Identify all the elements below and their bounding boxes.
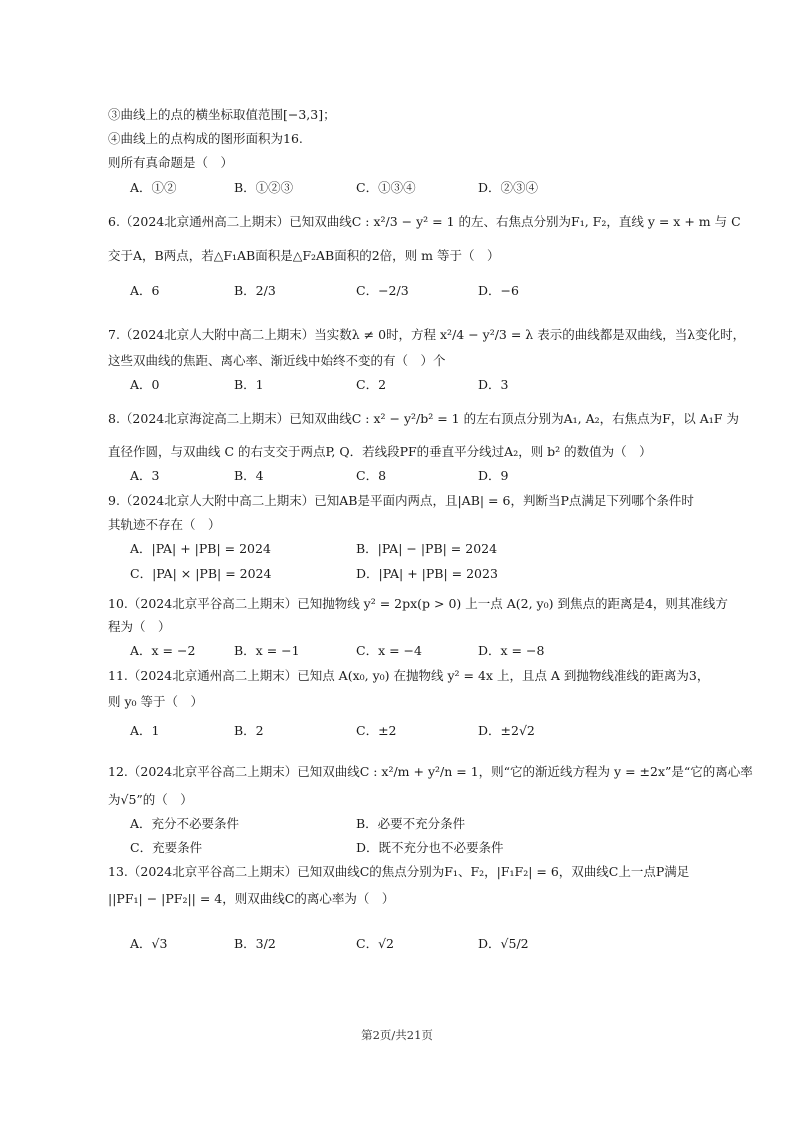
option-c: C．充要条件 [130,840,203,855]
option-b: B．①②③ [234,180,294,195]
option-a: A．①② [130,180,177,195]
option-b: B．3/2 [234,936,276,951]
text-line-l2: ④曲线上的点构成的图形面积为16. [108,131,303,146]
text-line-q7a: 7.（2024北京人大附中高二上期末）当实数λ ≠ 0时，方程 x²/4 − y²/3 = λ 表示的曲线都是双曲线，当λ变化时， [108,327,746,342]
option-d: D．±2√2 [478,723,535,738]
option-b: B．必要不充分条件 [356,816,466,831]
option-c: C．√2 [356,936,394,951]
option-a: A．充分不必要条件 [130,816,240,831]
text-line-q8a: 8.（2024北京海淀高二上期末）已知双曲线C : x² − y²/b² = 1 的左右顶点分别为A₁, A₂，右焦点为F，以 A₁F 为 [108,411,739,426]
option-d: D．9 [478,468,509,483]
text-line-q12a: 12.（2024北京平谷高二上期末）已知双曲线C : x²/m + y²/n = 1，则“它的渐近线方程为 y = ±2x”是“它的离心率 [108,764,753,779]
option-c: C．①③④ [356,180,416,195]
option-c: C．8 [356,468,387,483]
text-line-q10b: 程为（ ） [108,619,171,634]
text-line-q8b: 直径作圆，与双曲线 C 的右支交于两点P, Q．若线段PF的垂直平分线过A₂，则 b² 的数值为（ ） [108,444,652,459]
option-d: D．−6 [478,283,519,298]
option-d: D．x = −8 [478,643,545,658]
option-a: A．6 [130,283,160,298]
option-a: A．x = −2 [130,643,196,658]
option-d: D．3 [478,377,509,392]
option-d: D．|PA| + |PB| = 2023 [356,566,498,581]
option-a: A．|PA| + |PB| = 2024 [130,541,271,556]
text-line-q11a: 11.（2024北京通州高二上期末）已知点 A(x₀, y₀) 在抛物线 y² = 4x 上，且点 A 到抛物线准线的距离为3， [108,668,710,683]
option-a: A．1 [130,723,160,738]
option-c: C．−2/3 [356,283,409,298]
page-footer: 第2页/共21页 [361,1028,433,1042]
option-b: B．|PA| − |PB| = 2024 [356,541,498,556]
option-d: D．√5/2 [478,936,529,951]
option-b: B．2 [234,723,264,738]
option-c: C．|PA| × |PB| = 2024 [130,566,272,581]
text-line-q12b: 为√5”的（ ） [108,792,193,807]
text-line-q13b: ||PF₁| − |PF₂|| = 4，则双曲线C的离心率为（ ） [108,891,395,906]
option-b: B．4 [234,468,264,483]
text-line-q11b: 则 y₀ 等于（ ） [108,694,204,709]
text-line-q7b: 这些双曲线的焦距、离心率、渐近线中始终不变的有（ ）个 [108,353,446,368]
text-line-q6b: 交于A，B两点，若△F₁AB面积是△F₂AB面积的2倍，则 m 等于（ ） [108,248,500,263]
option-d: D．②③④ [478,180,539,195]
option-a: A．3 [130,468,160,483]
text-line-q13a: 13.（2024北京平谷高二上期末）已知双曲线C的焦点分别为F₁、F₂，|F₁F₂| = 6，双曲线C上一点P满足 [108,864,690,879]
text-line-l3: 则所有真命题是（ ） [108,155,234,170]
text-line-q9b: 其轨迹不存在（ ） [108,517,221,532]
option-a: A．√3 [130,936,168,951]
text-line-q6a: 6.（2024北京通州高二上期末）已知双曲线C : x²/3 − y² = 1 的左、右焦点分别为F₁, F₂，直线 y = x + m 与 C [108,214,741,229]
text-line-q9a: 9.（2024北京人大附中高二上期末）已知AB是平面内两点，且|AB| = 6，判断当P点满足下列哪个条件时 [108,493,694,508]
option-b: B．x = −1 [234,643,300,658]
text-line-q10a: 10.（2024北京平谷高二上期末）已知抛物线 y² = 2px(p > 0) 上一点 A(2, y₀) 到焦点的距离是4，则其准线方 [108,596,728,611]
option-b: B．2/3 [234,283,276,298]
option-d: D．既不充分也不必要条件 [356,840,504,855]
option-c: C．x = −4 [356,643,422,658]
option-b: B．1 [234,377,264,392]
option-a: A．0 [130,377,160,392]
text-line-l1: ③曲线上的点的横坐标取值范围[−3,3]； [108,107,336,122]
option-c: C．2 [356,377,387,392]
option-c: C．±2 [356,723,397,738]
